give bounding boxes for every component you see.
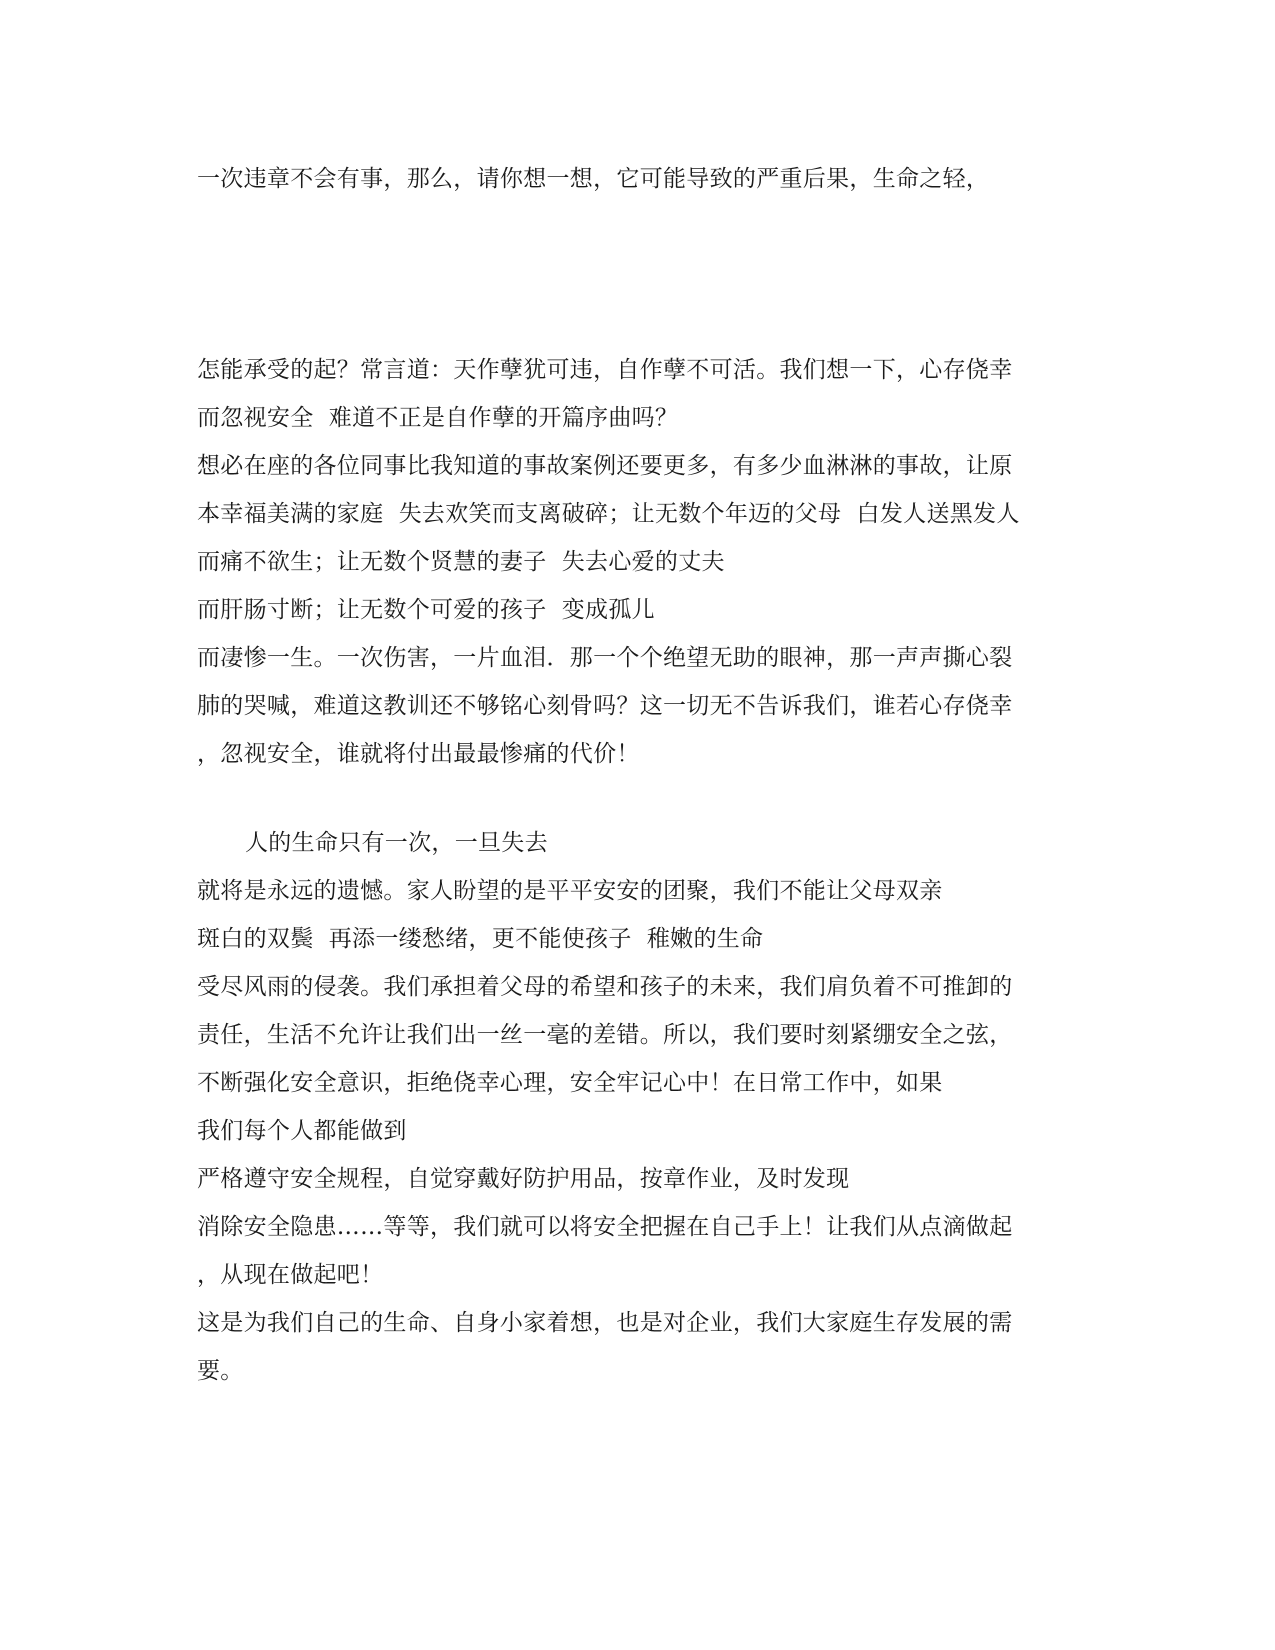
text-line: 而痛不欲生；让无数个贤慧的妻子 失去心爱的丈夫 xyxy=(197,549,725,575)
text-line: 不断强化安全意识，拒绝侥幸心理，安全牢记心中！在日常工作中，如果 xyxy=(197,1070,943,1096)
text-line: 而凄惨一生。一次伤害，一片血泪．那一个个绝望无助的眼神，那一声声撕心裂 xyxy=(197,645,1013,671)
text-line: 而肝肠寸断；让无数个可爱的孩子 变成孤儿 xyxy=(197,597,655,623)
text-line: 人的生命只有一次，一旦失去 xyxy=(245,830,548,856)
text-line: ，从现在做起吧！ xyxy=(197,1262,384,1288)
text-line: 要。 xyxy=(197,1358,244,1384)
text-line: 这是为我们自己的生命、自身小家着想，也是对企业，我们大家庭生存发展的需 xyxy=(197,1310,1013,1336)
text-line: 而忽视安全 难道不正是自作孽的开篇序曲吗？ xyxy=(197,405,679,431)
text-line: 我们每个人都能做到 xyxy=(197,1118,407,1144)
text-line: 肺的哭喊，难道这教训还不够铭心刻骨吗？这一切无不告诉我们，谁若心存侥幸 xyxy=(197,693,1013,719)
text-line: 受尽风雨的侵袭。我们承担着父母的希望和孩子的未来，我们肩负着不可推卸的 xyxy=(197,974,1013,1000)
text-line: 消除安全隐患……等等，我们就可以将安全把握在自己手上！让我们从点滴做起 xyxy=(197,1214,1013,1240)
text-line: 本幸福美满的家庭 失去欢笑而支离破碎；让无数个年迈的父母 白发人送黑发人 xyxy=(197,501,1020,527)
text-line: 一次违章不会有事，那么，请你想一想，它可能导致的严重后果，生命之轻， xyxy=(197,166,990,192)
text-line: 怎能承受的起？常言道：天作孽犹可违，自作孽不可活。我们想一下，心存侥幸 xyxy=(197,357,1013,383)
text-line: 想必在座的各位同事比我知道的事故案例还要更多，有多少血淋淋的事故，让原 xyxy=(197,453,1013,479)
text-line: 责任，生活不允许让我们出一丝一毫的差错。所以，我们要时刻紧绷安全之弦， xyxy=(197,1022,1013,1048)
text-line: 就将是永远的遗憾。家人盼望的是平平安安的团聚，我们不能让父母双亲 xyxy=(197,878,943,904)
text-line: ，忽视安全，谁就将付出最最惨痛的代价！ xyxy=(197,741,640,767)
text-line: 斑白的双鬓 再添一缕愁绪，更不能使孩子 稚嫩的生命 xyxy=(197,926,764,952)
text-line: 严格遵守安全规程，自觉穿戴好防护用品，按章作业，及时发现 xyxy=(197,1166,850,1192)
